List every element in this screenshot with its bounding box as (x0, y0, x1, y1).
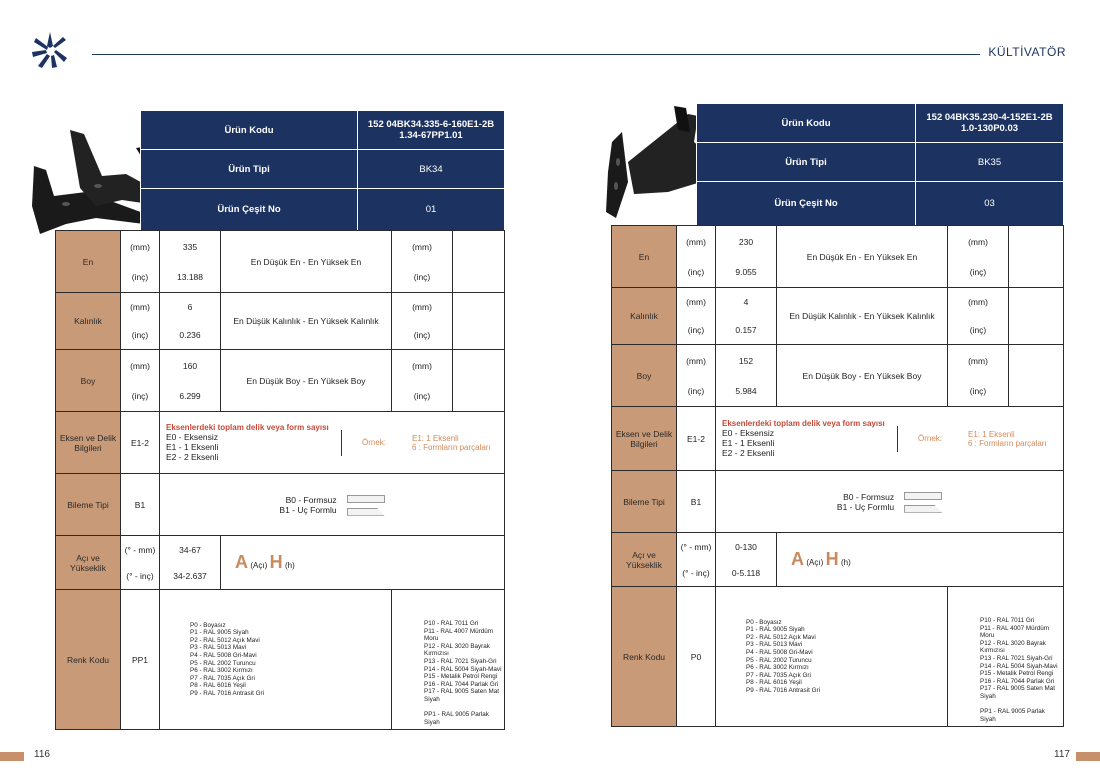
en-range-inc: (inç) (413, 271, 431, 282)
boy-range-label: En Düşük Boy - En Yüksek Boy (777, 345, 948, 407)
boy-unit-inc: (inç) (687, 385, 705, 396)
eksen-e2: E2 - 2 Eksenli (722, 448, 775, 458)
boy-range-inc: (inç) (413, 390, 431, 401)
kalinlik-unit-mm: (mm) (686, 297, 706, 307)
boy-inc-value: 5.984 (735, 385, 757, 396)
kalinlik-unit-inc: (inç) (687, 325, 705, 335)
eksen-example-2: 6 : Formların parçaları (968, 438, 1047, 448)
kalinlik-range-mm: (mm) (968, 297, 988, 307)
boy-range-blank (1009, 345, 1064, 407)
en-inc-value: 9.055 (735, 266, 757, 277)
kalinlik-range-mm: (mm) (412, 302, 432, 312)
en-range-mm: (mm) (968, 236, 988, 247)
renk-list-2-cell (392, 590, 505, 730)
en-range-mm: (mm) (412, 241, 432, 252)
product-code-line2: 1.34-67PP1.01 (399, 130, 463, 141)
boy-units (677, 345, 716, 407)
eksen-example-2: 6 : Formların parçaları (412, 442, 491, 452)
product-variant-label: Ürün Çeşit No (141, 189, 358, 231)
aci-values (716, 533, 777, 587)
boy-range-label: En Düşük Boy - En Yüksek Boy (221, 350, 392, 412)
boy-range-blank (453, 350, 505, 412)
color-list-2: P10 - RAL 7011 Gri P11 - RAL 4007 Mürdüm Moru P12 - RAL 3020 Bayrak Kırmızısı P13 - RAL 7021 Siyah-Gri P14 - RAL 5004 Siyah-Mavi P15 - Metalik Petrol Rengi P16 - RAL 7044 Parlak Gri P17 - RAL 9005 Saten Mat Siyah PP1 - RAL 9005 Parlak Siyah (424, 620, 502, 726)
bileme-b0: B0 - Formsuz (843, 491, 895, 502)
boy-values (160, 350, 221, 412)
boy-unit-mm: (mm) (130, 360, 150, 371)
aci-unit-mm: (° - mm) (124, 544, 156, 555)
aci-units (677, 533, 716, 587)
product-code-value (916, 104, 1064, 143)
angle-text: (Açı) (806, 558, 824, 567)
en-unit-inc: (inç) (131, 271, 149, 282)
kalinlik-inc-value: 0.157 (735, 325, 757, 335)
aci-unit-inc: (° - inç) (682, 567, 710, 578)
renk-label: Renk Kodu (56, 590, 121, 730)
height-letter: H (825, 549, 839, 569)
kalinlik-label: Kalınlık (612, 288, 677, 345)
spec-table-right (611, 225, 1064, 727)
product-variant-value: 03 (916, 182, 1064, 226)
product-code-value (358, 111, 505, 150)
renk-code: P0 (677, 587, 716, 727)
kalinlik-range-units (948, 288, 1009, 345)
eksen-code: E1-2 (121, 412, 160, 474)
product-type-value: BK34 (358, 150, 505, 189)
en-values (160, 231, 221, 293)
en-range-blank (453, 231, 505, 293)
eksen-examples (412, 434, 491, 452)
boy-range-mm: (mm) (968, 355, 988, 366)
en-label: En (56, 231, 121, 293)
aci-label: Açı ve Yükseklik (612, 533, 677, 587)
angle-text: (Açı) (250, 561, 268, 570)
height-letter: H (269, 552, 283, 572)
en-unit-mm: (mm) (686, 236, 706, 247)
kalinlik-range-blank (1009, 288, 1064, 345)
tip-formed-shape-icon (904, 505, 942, 513)
kalinlik-values (716, 288, 777, 345)
bileme-b1: B1 - Uç Formlu (836, 501, 895, 512)
eksen-e1: E1 - 1 Eksenli (166, 442, 219, 452)
boy-values (716, 345, 777, 407)
en-unit-mm: (mm) (130, 241, 150, 252)
kalinlik-units (677, 288, 716, 345)
renk-list-1-cell (716, 587, 948, 727)
bileme-info (716, 471, 1064, 533)
boy-mm-value: 152 (738, 355, 754, 366)
color-list-1: P0 - Boyasız P1 - RAL 9005 Siyah P2 - RAL 5012 Açık Mavi P3 - RAL 5013 Mavi P4 - RAL 5008 Gri-Mavi P5 - RAL 2002 Turuncu P6 - RAL 3002 Kırmızı P7 - RAL 7035 Açık Gri P8 - RAL 6016 Yeşil P9 - RAL 7016 Antrasit Gri (746, 618, 820, 694)
product-header-table (696, 103, 1064, 226)
en-units (121, 231, 160, 293)
page-number-left: 116 (34, 749, 50, 760)
kalinlik-range-units (392, 293, 453, 350)
aci-unit-mm: (° - mm) (680, 541, 712, 552)
aci-unit-inc: (° - inç) (126, 570, 154, 581)
product-code-line1: 152 04BK34.335-6-160E1-2B (367, 119, 495, 130)
height-text: (h) (285, 561, 295, 570)
boy-units (121, 350, 160, 412)
en-range-label: En Düşük En - En Yüksek En (777, 226, 948, 288)
eksen-info (716, 407, 1064, 471)
product-code-line2: 1.0-130P0.03 (960, 123, 1019, 134)
formless-shape-icon (904, 492, 942, 500)
kalinlik-range-label: En Düşük Kalınlık - En Yüksek Kalınlık (221, 293, 392, 350)
en-mm-value: 335 (182, 241, 198, 252)
brand-logo-icon (30, 28, 70, 72)
eksen-code: E1-2 (677, 407, 716, 471)
bileme-code: B1 (121, 474, 160, 536)
kalinlik-range-label: En Düşük Kalınlık - En Yüksek Kalınlık (777, 288, 948, 345)
eksen-label: Eksen ve Delik Bilgileri (612, 407, 677, 471)
en-units (677, 226, 716, 288)
kalinlik-unit-inc: (inç) (131, 330, 149, 340)
aci-units (121, 536, 160, 590)
kalinlik-mm-value: 4 (743, 297, 749, 307)
kalinlik-values (160, 293, 221, 350)
section-title: KÜLTİVATÖR (988, 45, 1066, 59)
eksen-example-1: E1: 1 Eksenli (412, 433, 459, 443)
angle-letter: A (235, 552, 248, 572)
eksen-examples (968, 430, 1047, 448)
eksen-info (160, 412, 505, 474)
kalinlik-range-inc: (inç) (969, 325, 987, 335)
bileme-info (160, 474, 505, 536)
aci-inc-value: 0-5.118 (731, 567, 761, 578)
product-variant-label: Ürün Çeşit No (697, 182, 916, 226)
kalinlik-range-inc: (inç) (413, 330, 431, 340)
kalinlik-units (121, 293, 160, 350)
renk-list-2-cell (948, 587, 1064, 727)
kalinlik-inc-value: 0.236 (179, 330, 201, 340)
en-range-label: En Düşük En - En Yüksek En (221, 231, 392, 293)
aci-values (160, 536, 221, 590)
en-label: En (612, 226, 677, 288)
bileme-b1: B1 - Uç Formlu (279, 504, 337, 515)
en-inc-value: 13.188 (177, 271, 203, 282)
product-type-label: Ürün Tipi (141, 150, 358, 189)
en-range-units (392, 231, 453, 293)
en-range-blank (1009, 226, 1064, 288)
boy-range-inc: (inç) (969, 385, 987, 396)
product-type-label: Ürün Tipi (697, 143, 916, 182)
footer-accent-bar (1076, 752, 1100, 761)
angle-letter: A (791, 549, 804, 569)
bileme-code: B1 (677, 471, 716, 533)
formless-shape-icon (347, 495, 385, 503)
bileme-b0: B0 - Formsuz (285, 494, 337, 505)
en-range-units (948, 226, 1009, 288)
product-code-line1: 152 04BK35.230-4-152E1-2B (926, 112, 1053, 123)
eksen-e0: E0 - Eksensiz (166, 432, 218, 442)
eksen-e0: E0 - Eksensiz (722, 428, 774, 438)
product-type-value: BK35 (916, 143, 1064, 182)
eksen-info-title: Eksenlerdeki toplam delik veya form sayısı (166, 423, 329, 432)
tip-formed-shape-icon (347, 508, 385, 516)
boy-label: Boy (56, 350, 121, 412)
boy-unit-mm: (mm) (686, 355, 706, 366)
boy-unit-inc: (inç) (131, 390, 149, 401)
spec-table-left (55, 230, 505, 730)
bileme-label: Bileme Tipi (56, 474, 121, 536)
aci-inc-value: 34-2.637 (173, 570, 207, 581)
eksen-example-label: Örnek: (917, 434, 942, 443)
footer-accent-bar (0, 752, 24, 761)
eksen-label: Eksen ve Delik Bilgileri (56, 412, 121, 474)
kalinlik-unit-mm: (mm) (130, 302, 150, 312)
en-mm-value: 230 (738, 236, 754, 247)
product-variant-value: 01 (358, 189, 505, 231)
aci-mm-value: 0-130 (735, 541, 757, 552)
eksen-info-title: Eksenlerdeki toplam delik veya form sayısı (722, 419, 885, 428)
boy-label: Boy (612, 345, 677, 407)
boy-inc-value: 6.299 (179, 390, 201, 401)
aci-diagram (777, 533, 1064, 587)
kalinlik-mm-value: 6 (187, 302, 193, 312)
header-rule (92, 54, 980, 55)
eksen-e2: E2 - 2 Eksenli (166, 452, 219, 462)
boy-range-units (392, 350, 453, 412)
renk-list-1-cell (160, 590, 392, 730)
page-number-right: 117 (1054, 749, 1070, 760)
kalinlik-range-blank (453, 293, 505, 350)
aci-mm-value: 34-67 (179, 544, 201, 555)
bileme-label: Bileme Tipi (612, 471, 677, 533)
boy-mm-value: 160 (182, 360, 198, 371)
boy-range-mm: (mm) (412, 360, 432, 371)
renk-code: PP1 (121, 590, 160, 730)
kalinlik-label: Kalınlık (56, 293, 121, 350)
product-code-label: Ürün Kodu (141, 111, 358, 150)
color-list-1: P0 - Boyasız P1 - RAL 9005 Siyah P2 - RAL 5012 Açık Mavi P3 - RAL 5013 Mavi P4 - RAL 5008 Gri-Mavi P5 - RAL 2002 Turuncu P6 - RAL 3002 Kırmızı P7 - RAL 7035 Açık Gri P8 - RAL 6016 Yeşil P9 - RAL 7016 Antrasit Gri (190, 621, 264, 697)
en-unit-inc: (inç) (687, 266, 705, 277)
eksen-e1: E1 - 1 Eksenli (722, 438, 775, 448)
color-list-2: P10 - RAL 7011 Gri P11 - RAL 4007 Mürdüm Moru P12 - RAL 3020 Bayrak Kırmızısı P13 - RAL 7021 Siyah-Gri P14 - RAL 5004 Siyah-Mavi P15 - Metalik Petrol Rengi P16 - RAL 7044 Parlak Gri P17 - RAL 9005 Saten Mat Siyah PP1 - RAL 9005 Parlak Siyah (980, 617, 1058, 723)
eksen-example-label: Örnek: (361, 438, 386, 447)
en-values (716, 226, 777, 288)
renk-label: Renk Kodu (612, 587, 677, 727)
product-header-table (140, 110, 505, 231)
height-text: (h) (841, 558, 851, 567)
product-code-label: Ürün Kodu (697, 104, 916, 143)
eksen-example-1: E1: 1 Eksenli (968, 429, 1015, 439)
en-range-inc: (inç) (969, 266, 987, 277)
boy-range-units (948, 345, 1009, 407)
aci-diagram (221, 536, 505, 590)
aci-label: Açı ve Yükseklik (56, 536, 121, 590)
